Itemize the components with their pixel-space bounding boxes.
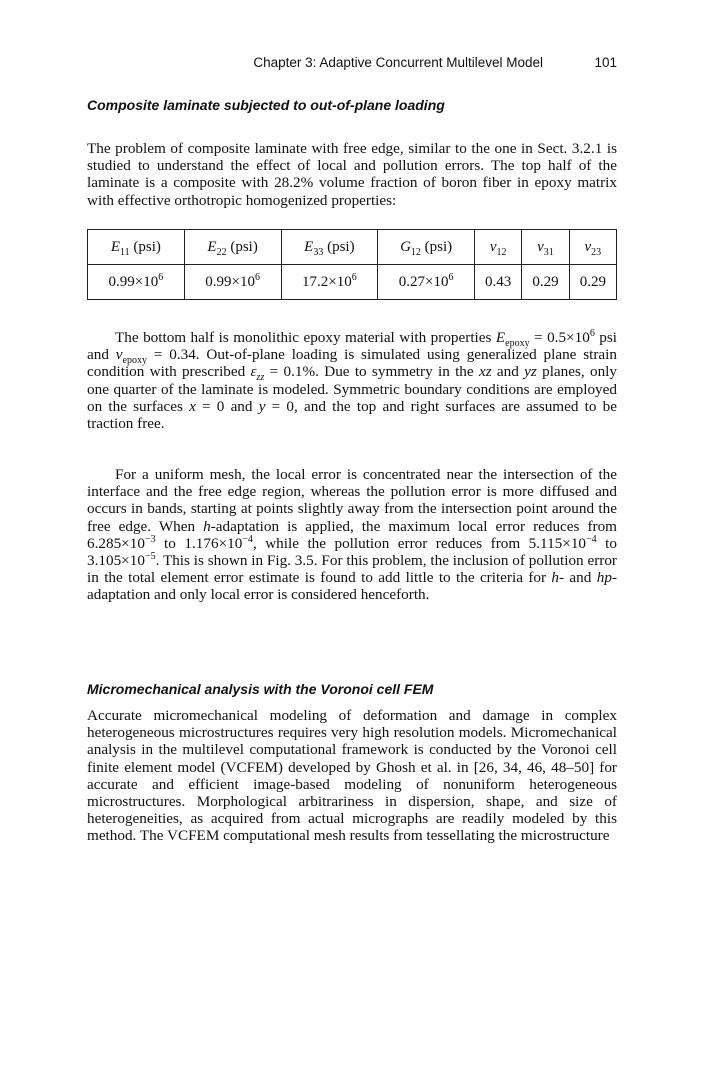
value-E22: $0.99\times 10^6$ <box>184 265 281 300</box>
header-nu31: $\nu_{31}$ <box>522 230 569 265</box>
running-head <box>87 55 617 75</box>
header-nu23: $\nu_{23}$ <box>569 230 616 265</box>
header-E33: $E_{33}$ (psi) <box>281 230 378 265</box>
value-G12: $0.27\times 10^6$ <box>378 265 475 300</box>
paragraph-laminate-intro: The problem of composite laminate with free edge, similar to the one in Sect. 3.2.1 is studied to understand the effect of local and pollution errors. The top half of the laminate is a composite with 28.2% volume fraction of boron fiber in epoxy matrix with effective orthotropic homogenized properties: <box>87 140 617 209</box>
header-E11: $E_{11}$ (psi) <box>88 230 185 265</box>
value-nu31: 0.29 <box>522 265 569 300</box>
header-nu12: $\nu_{12}$ <box>475 230 522 265</box>
section-heading-laminate: Composite laminate subjected to out-of-plane loading <box>87 97 445 113</box>
running-head-title: Chapter 3: Adaptive Concurrent Multilevel Model <box>253 55 543 70</box>
header-E22: $E_{22}$ (psi) <box>184 230 281 265</box>
paragraph-epoxy-properties: The bottom half is monolithic epoxy material with properties $E_{epoxy} = 0.5\times 10^6$ psi and $\nu_{epoxy} = 0.34$. Out-of-plane loading is simulated using generalized plane strain condition with prescribed $\varepsilon_{zz} = 0.1\%$. Due to symmetry in the xz and yz planes, only one quarter of the laminate is modeled. Symmetric boundary conditions are employed on the surfaces x = 0 and y = 0, and the top and right surfaces are assumed to be traction free. <box>87 327 617 433</box>
properties-table <box>87 229 617 300</box>
properties-table-header-row <box>88 230 617 265</box>
value-nu12: 0.43 <box>475 265 522 300</box>
value-E11: $0.99\times 10^6$ <box>88 265 185 300</box>
properties-table-value-row <box>88 265 617 300</box>
paragraph-error-analysis: For a uniform mesh, the local error is concentrated near the intersection of the interface and the free edge region, whereas the pollution error is more diffused and occurs in bands, starting at points slightly away from the intersection point around the free edge. When h-adaptation is applied, the maximum local error reduces from $6.285\times 10^{-3}$ to $1.176\times 10^{-4}$, while the pollution error reduces from $5.115\times 10^{-4}$ to $3.105\times 10^{-5}$. This is shown in Fig. 3.5. For this problem, the inclusion of pollution error in the total element error estimate is found to add little to the criteria for h- and hp-adaptation and only local error is considered henceforth. <box>87 466 617 604</box>
section-heading-voronoi: Micromechanical analysis with the Voronoi cell FEM <box>87 681 434 697</box>
value-E33: $17.2\times 10^6$ <box>281 265 378 300</box>
value-nu23: 0.29 <box>569 265 616 300</box>
paragraph-voronoi: Accurate micromechanical modeling of deformation and damage in complex heterogeneous microstructures requires very high resolution models. Micromechanical analysis in the multilevel computational framework is conducted by the Voronoi cell finite element model (VCFEM) developed by Ghosh et al. in [26, 34, 46, 48–50] for accurate and efficient image-based modeling of nonuniform heterogeneous microstructures. Morphological arbitrariness in dispersion, shape, and size of heterogeneities, as acquired from actual micrographs are readily modeled by this method. The VCFEM computational mesh results from tessellating the microstructure <box>87 707 617 845</box>
header-G12: $G_{12}$ (psi) <box>378 230 475 265</box>
page-number: 101 <box>594 55 617 70</box>
